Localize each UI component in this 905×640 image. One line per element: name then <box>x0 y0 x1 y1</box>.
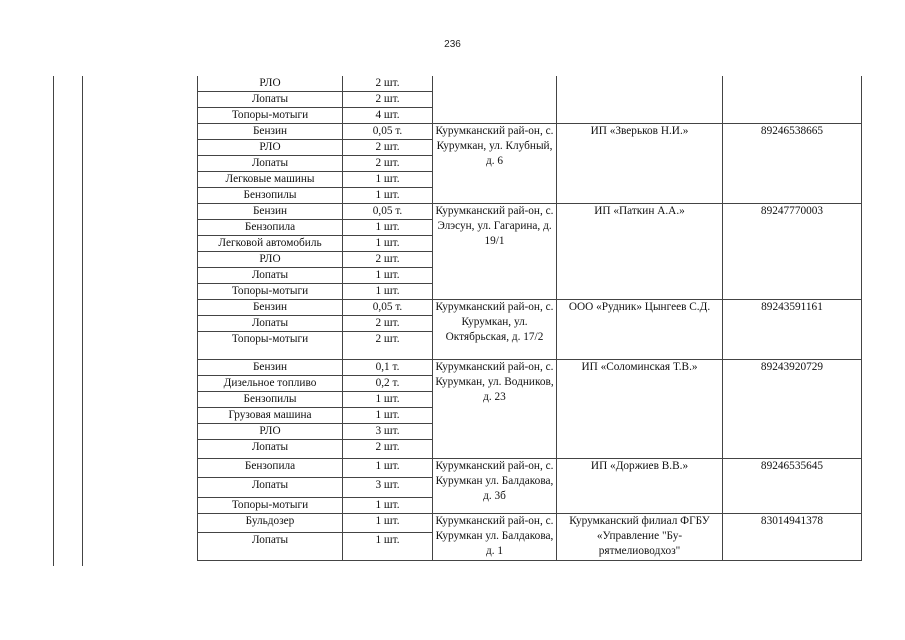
item-name-cell: Бензин <box>198 300 343 316</box>
item-name-cell: Лопаты <box>198 533 343 561</box>
owner-cell: ООО «Рудник» Цынгеев С.Д. <box>557 300 723 360</box>
owner-cell: ИП «Соломинская Т.В.» <box>557 360 723 459</box>
table-row <box>198 300 862 316</box>
phone-cell <box>723 76 862 124</box>
item-name-cell: Бензопила <box>198 459 343 478</box>
owner-cell: ИП «Паткин А.А.» <box>557 204 723 300</box>
item-qty-cell: 3 шт. <box>343 424 433 440</box>
item-name-cell: Бензин <box>198 360 343 376</box>
item-qty-cell: 1 шт. <box>343 459 433 478</box>
item-name-cell: Лопаты <box>198 440 343 459</box>
item-qty-cell: 2 шт. <box>343 92 433 108</box>
item-qty-cell: 0,05 т. <box>343 300 433 316</box>
item-name-cell: Легковые машины <box>198 172 343 188</box>
phone-cell: 89243591161 <box>723 300 862 360</box>
item-name-cell: Лопаты <box>198 92 343 108</box>
item-name-cell: Лопаты <box>198 316 343 332</box>
address-cell: Курумканский рай-он, с. Курумкан ул. Балдакова, д. 3б <box>433 459 557 514</box>
item-name-cell: Легковой автомобиль <box>198 236 343 252</box>
item-name-cell: Топоры-мотыги <box>198 332 343 360</box>
table-row <box>198 360 862 376</box>
item-qty-cell: 0,1 т. <box>343 360 433 376</box>
item-name-cell: Бензин <box>198 124 343 140</box>
item-qty-cell: 1 шт. <box>343 188 433 204</box>
phone-cell: 89246535645 <box>723 459 862 514</box>
address-cell: Курумканский рай-он, с. Курумкан, ул. Октябрьская, д. 17/2 <box>433 300 557 360</box>
address-cell: Курумканский рай-он, с. Курумкан, ул. Водников, д. 23 <box>433 360 557 459</box>
item-name-cell: Топоры-мотыги <box>198 284 343 300</box>
item-qty-cell: 1 шт. <box>343 408 433 424</box>
item-name-cell: РЛО <box>198 424 343 440</box>
item-qty-cell: 1 шт. <box>343 514 433 533</box>
item-name-cell: РЛО <box>198 76 343 92</box>
item-qty-cell: 1 шт. <box>343 236 433 252</box>
item-name-cell: Бензопилы <box>198 188 343 204</box>
item-qty-cell: 1 шт. <box>343 392 433 408</box>
item-name-cell: Бензопилы <box>198 392 343 408</box>
item-qty-cell: 2 шт. <box>343 156 433 172</box>
item-qty-cell: 1 шт. <box>343 498 433 514</box>
item-name-cell: Грузовая машина <box>198 408 343 424</box>
item-qty-cell: 2 шт. <box>343 76 433 92</box>
address-cell <box>433 76 557 124</box>
phone-cell: 89243920729 <box>723 360 862 459</box>
item-qty-cell: 1 шт. <box>343 220 433 236</box>
item-qty-cell: 0,05 т. <box>343 124 433 140</box>
item-qty-cell: 2 шт. <box>343 440 433 459</box>
item-qty-cell: 1 шт. <box>343 284 433 300</box>
column-rule-2 <box>82 76 83 566</box>
item-name-cell: Топоры-мотыги <box>198 498 343 514</box>
address-cell: Курумканский рай-он, с. Курумкан, ул. Клубный, д. 6 <box>433 124 557 204</box>
item-name-cell: Бензопила <box>198 220 343 236</box>
item-qty-cell: 2 шт. <box>343 140 433 156</box>
page-number: 236 <box>444 39 461 50</box>
item-qty-cell: 2 шт. <box>343 316 433 332</box>
item-qty-cell: 0,05 т. <box>343 204 433 220</box>
equipment-table <box>197 76 862 561</box>
item-qty-cell: 2 шт. <box>343 252 433 268</box>
phone-cell: 83014941378 <box>723 514 862 561</box>
owner-cell: Курумканский филиал ФГБУ «Управление "Бу-рятмелиоводхоз" <box>557 514 723 561</box>
column-rule-1 <box>53 76 54 566</box>
owner-cell: ИП «Доржиев В.В.» <box>557 459 723 514</box>
item-qty-cell: 2 шт. <box>343 332 433 360</box>
item-name-cell: РЛО <box>198 140 343 156</box>
item-name-cell: Лопаты <box>198 156 343 172</box>
table-row <box>198 459 862 478</box>
owner-cell: ИП «Зверьков Н.И.» <box>557 124 723 204</box>
owner-cell <box>557 76 723 124</box>
item-name-cell: Лопаты <box>198 478 343 498</box>
item-qty-cell: 1 шт. <box>343 172 433 188</box>
table-row <box>198 76 862 92</box>
item-name-cell: Бензин <box>198 204 343 220</box>
address-cell: Курумканский рай-он, с. Элэсун, ул. Гагарина, д. 19/1 <box>433 204 557 300</box>
address-cell: Курумканский рай-он, с. Курумкан ул. Балдакова, д. 1 <box>433 514 557 561</box>
item-qty-cell: 1 шт. <box>343 533 433 561</box>
item-qty-cell: 4 шт. <box>343 108 433 124</box>
table-row <box>198 514 862 533</box>
item-name-cell: Дизельное топливо <box>198 376 343 392</box>
table-row <box>198 204 862 220</box>
item-name-cell: РЛО <box>198 252 343 268</box>
item-qty-cell: 1 шт. <box>343 268 433 284</box>
phone-cell: 89247770003 <box>723 204 862 300</box>
item-name-cell: Лопаты <box>198 268 343 284</box>
item-name-cell: Топоры-мотыги <box>198 108 343 124</box>
table-row <box>198 124 862 140</box>
item-qty-cell: 3 шт. <box>343 478 433 498</box>
phone-cell: 89246538665 <box>723 124 862 204</box>
item-qty-cell: 0,2 т. <box>343 376 433 392</box>
item-name-cell: Бульдозер <box>198 514 343 533</box>
